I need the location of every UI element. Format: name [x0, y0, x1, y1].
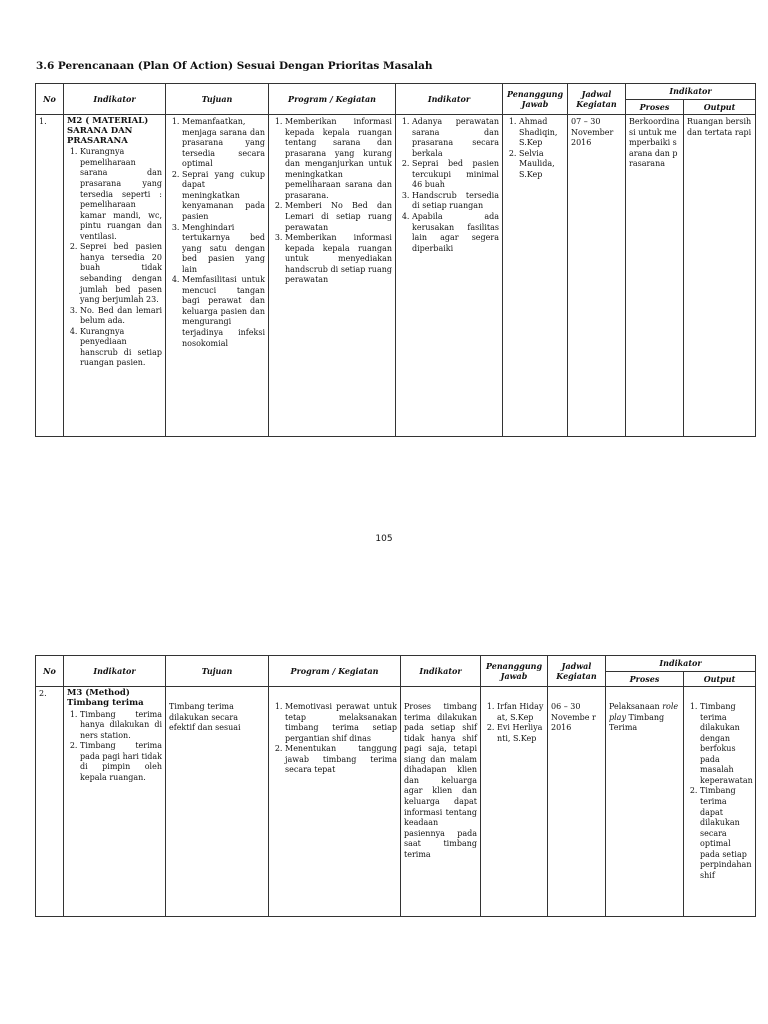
list-item: 4. Kurangnya penyediaan hanscrub di setiap ruangan pasien.: [80, 327, 162, 369]
output-list: [687, 702, 752, 881]
list-item: 1. Kurangnya pemeliharaan sarana dan prasarana yang tersedia seperti : pemeliharaan kamar mandi, wc, pintu ruangan dan ventilasi.: [80, 147, 162, 242]
jadwal-cell: [548, 687, 606, 917]
jadwal-cell: 07 – 30 November 2016: [568, 115, 626, 437]
list-item: 1. Memanfaatkan, menjaga sarana dan prasarana yang tersedia secara optimal: [182, 117, 265, 170]
list-item: 2. Memberi No Bed dan Lemari di setiap ruang perawatan: [285, 201, 392, 233]
penanggung-cell: [481, 687, 548, 917]
list-item: 3. Memberikan informasi kepada kepala ruangan untuk menyediakan handscrub di setiap ruang perawatan: [285, 233, 392, 286]
program-cell: [269, 687, 401, 917]
list-item: 3. Handscrub tersedia di setiap ruangan: [412, 191, 499, 212]
tujuan-list: [169, 117, 265, 349]
list-item: 4. Memfasilitasi untuk mencuci tangan bagi perawat dan keluarga pasien dan mengurangi terjadinya infeksi nosokomial: [182, 275, 265, 349]
header-tujuan: Tujuan: [166, 84, 269, 115]
header-output: Output: [684, 671, 756, 687]
section-title-line-2: Timbang terima: [67, 697, 144, 708]
table-row: [36, 115, 756, 437]
header-indikator: Indikator: [64, 84, 166, 115]
header-no: No: [36, 84, 64, 115]
proses-text-pre: Pelaksanaan: [609, 702, 660, 712]
header-jadwal: Jadwal Kegiatan: [568, 84, 626, 115]
header-indikator-group: Indikator: [626, 84, 756, 100]
header-indikator-group: Indikator: [606, 656, 756, 672]
indikator-2-list: [399, 117, 499, 254]
list-item: 2. Evi Herliyanti, S.Kep: [497, 723, 544, 744]
section-title: [67, 689, 162, 709]
list-item: 1. Timbang terima dilakukan dengan berfokus pada masalah keperawatan: [700, 702, 752, 786]
list-item: 1. Ahmad Shadiqin, S.Kep: [519, 117, 564, 149]
proses-text-post: Timbang Terima: [609, 712, 665, 733]
header-program: Program / Kegiatan: [269, 656, 401, 687]
list-item: 1. Memberikan informasi kepada kepala ruangan tentang sarana dan prasarana yang kurang dan menganjurkan untuk meningkatkan pemeliharaan sarana dan prasarana.: [285, 117, 392, 201]
list-item: 2. Seprai yang cukup dapat meningkatkan kenyamanan pada pasien: [182, 170, 265, 223]
output-cell: Ruangan bersih dan tertata rapi: [684, 115, 756, 437]
program-list: [272, 702, 397, 776]
output-cell: [684, 687, 756, 917]
header-penanggung-jawab: Penanggung Jawab: [503, 84, 568, 115]
tujuan-cell: [166, 115, 269, 437]
proses-text: [609, 702, 680, 734]
list-item: 2. Menentukan tanggung jawab timbang terima secara tepat: [285, 744, 397, 776]
list-item: 1. Adanya perawatan sarana dan prasarana secara berkala: [412, 117, 499, 159]
list-item: 2. Selvia Maulida, S.Kep: [519, 149, 564, 181]
list-item: 2. Timbang terima pada pagi hari tidak di pimpin oleh kepala ruangan.: [80, 741, 162, 783]
document-title: 3.6 Perencanaan (Plan Of Action) Sesuai Dengan Prioritas Masalah: [36, 60, 433, 72]
header-indikator-2: Indikator: [401, 656, 481, 687]
list-item: 3. No. Bed dan lemari belum ada.: [80, 306, 162, 327]
list-item: 2. Seprai bed pasien tercukupi minimal 46 buah: [412, 159, 499, 191]
jadwal-text: 06 – 30 Novembe r 2016: [551, 702, 596, 733]
header-jadwal: Jadwal Kegiatan: [548, 656, 606, 687]
list-item: 3. Menghindari tertukarnya bed yang satu dengan bed pasien yang lain: [182, 223, 265, 276]
tujuan-cell: [166, 687, 269, 917]
header-output: Output: [684, 99, 756, 115]
header-tujuan: Tujuan: [166, 656, 269, 687]
header-program: Program / Kegiatan: [269, 84, 396, 115]
indikator-cell: [64, 115, 166, 437]
proses-cell: [606, 687, 684, 917]
program-list: [272, 117, 392, 286]
indikator-2-cell: [396, 115, 503, 437]
table-row: [36, 687, 756, 917]
indikator-list: [67, 147, 162, 368]
header-no: No: [36, 656, 64, 687]
plan-table-1: [35, 83, 756, 437]
plan-table-2: [35, 655, 756, 917]
program-cell: [269, 115, 396, 437]
header-proses: Proses: [606, 671, 684, 687]
header-indikator: Indikator: [64, 656, 166, 687]
proses-text-em: role play: [609, 702, 679, 722]
list-item: 1. Timbang terima hanya dilakukan di ners station.: [80, 710, 162, 742]
row-number: 2.: [36, 687, 64, 917]
header-penanggung-jawab: Penanggung Jawab: [481, 656, 548, 687]
header-proses: Proses: [626, 99, 684, 115]
proses-cell: Berkoordinasi untuk memperbaiki sarana dan prasarana: [626, 115, 684, 437]
indikator-2-text: Proses timbang terima dilakukan pada setiap shif tidak hanya shif pagi saja, tetapi siang dan malam dihadapan klien dan keluarga agar klien dan keluarga dapat informasi tentang keadaan pasiennya pada saat timbang terima: [404, 702, 477, 859]
penanggung-cell: [503, 115, 568, 437]
penanggung-list: [484, 702, 544, 744]
header-indikator-2: Indikator: [396, 84, 503, 115]
list-item: 4. Apabila ada kerusakan fasilitas lain agar segera diperbaiki: [412, 212, 499, 254]
list-item: 1. Irfan Hidayat, S.Kep: [497, 702, 544, 723]
list-item: 2. Seprei bed pasien hanya tersedia 20 buah tidak sebanding dengan jumlah bed pasen yang berjumlah 23.: [80, 242, 162, 305]
indikator-2-cell: [401, 687, 481, 917]
indikator-list: [67, 710, 162, 784]
row-number: 1.: [36, 115, 64, 437]
list-item: 1. Memotivasi perawat untuk tetap melaksanakan timbang terima setiap pergantian shif dinas: [285, 702, 397, 744]
tujuan-text: Timbang terima dilakukan secara efektif dan sesuai: [169, 702, 241, 733]
indikator-cell: [64, 687, 166, 917]
page-number: 105: [375, 534, 393, 544]
section-title: M2 ( MATERIAL) SARANA DAN PRASARANA: [67, 116, 149, 146]
penanggung-list: [506, 117, 564, 180]
list-item: 2. Timbang terima dapat dilakukan secara optimal pada setiap perpindahan shif: [700, 786, 752, 881]
section-title-line-1: M3 (Method): [67, 688, 130, 699]
